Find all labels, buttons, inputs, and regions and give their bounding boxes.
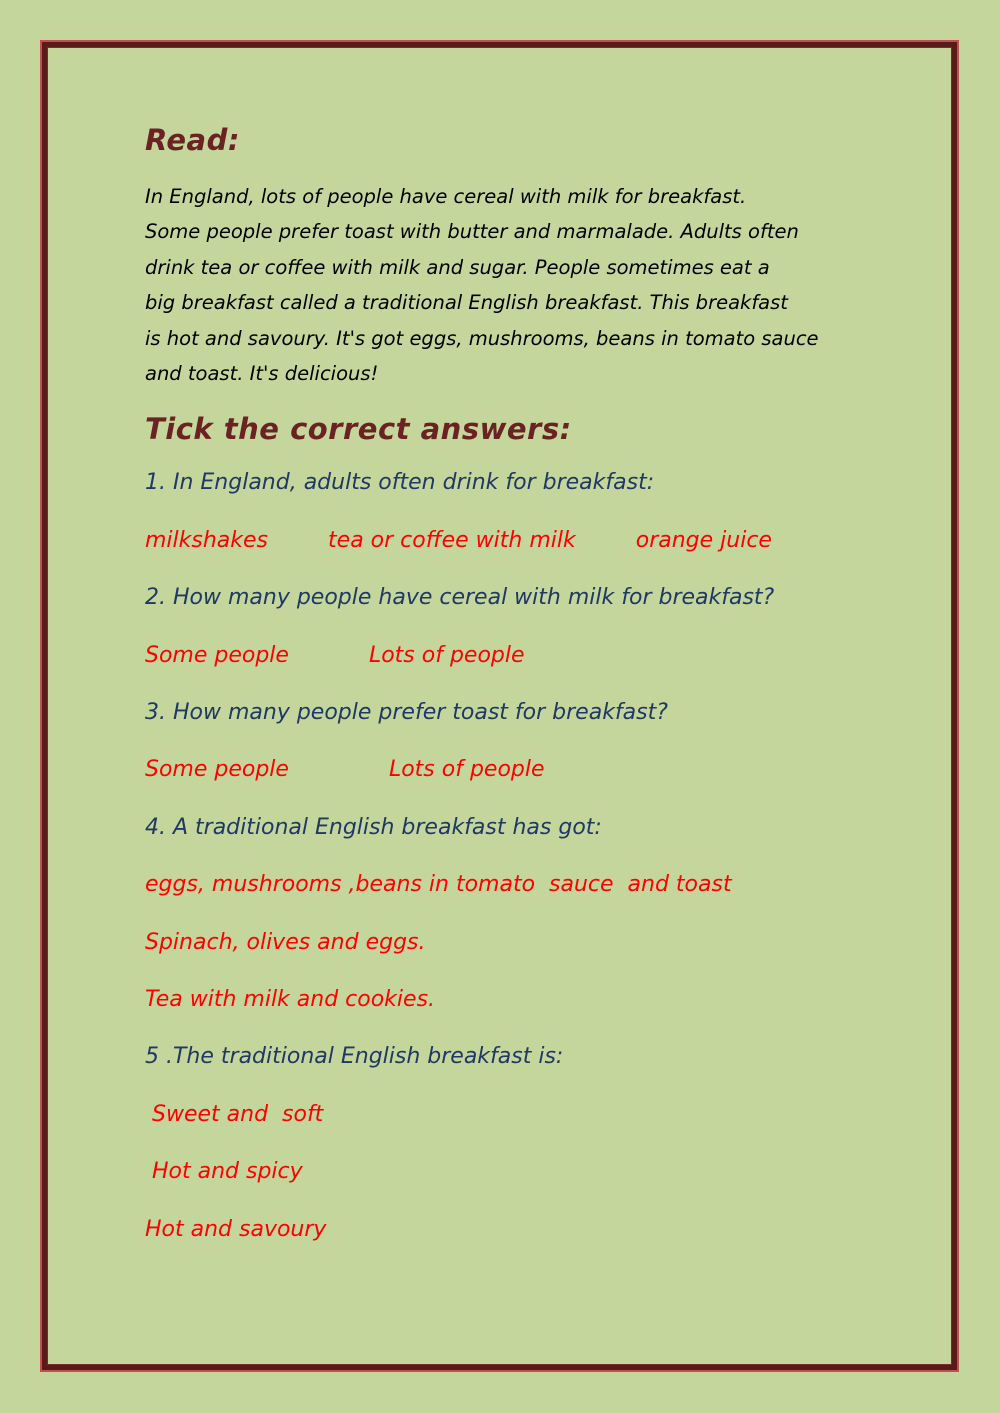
question-2-options [145, 641, 885, 671]
answer-option[interactable]: tea or coffee with milk [328, 527, 576, 553]
tick-heading: Tick the correct answers: [145, 412, 572, 447]
question-2: 2. How many people have cereal with milk for breakfast? [145, 585, 775, 611]
question-3: 3. How many people prefer toast for breakfast? [145, 700, 668, 725]
question-4: 4. A traditional English breakfast has got: [145, 814, 602, 840]
answer-option[interactable]: orange juice [635, 527, 772, 553]
question-3-options [145, 755, 885, 785]
answer-option[interactable]: Hot and spicy [145, 1159, 303, 1185]
answer-option[interactable]: Hot and savoury [145, 1216, 327, 1242]
question-1: 1. In England, adults often drink for breakfast: [145, 470, 655, 496]
answer-option[interactable]: Tea with milk and cookies. [145, 986, 436, 1012]
question-5: 5 .The traditional English breakfast is: [145, 1044, 564, 1070]
worksheet-content [145, 123, 885, 1272]
reading-passage [145, 179, 885, 391]
answer-option[interactable]: milkshakes [145, 527, 269, 553]
answer-option[interactable]: Some people [145, 757, 289, 783]
answer-option[interactable]: eggs, mushrooms ,beans in tomato sauce and toast [145, 872, 732, 898]
answer-option[interactable]: Some people [145, 642, 289, 668]
passage-line: drink tea or coffee with milk and sugar. People sometimes eat a [145, 255, 770, 279]
passage-line: is hot and savoury. It's got eggs, mushrooms, beans in tomato sauce [145, 326, 819, 350]
page-border [40, 40, 959, 1372]
passage-line: In England, lots of people have cereal with milk for breakfast. [145, 185, 747, 208]
passage-line: and toast. It's delicious! [145, 362, 379, 386]
answer-option[interactable]: Lots of people [388, 757, 545, 783]
page-panel [47, 47, 952, 1365]
passage-line: Some people prefer toast with butter and marmalade. Adults often [145, 220, 799, 244]
answer-option[interactable]: Sweet and soft [145, 1101, 324, 1127]
answer-option[interactable]: Spinach, olives and eggs. [145, 929, 426, 955]
answer-option[interactable]: Lots of people [368, 642, 525, 668]
read-heading: Read: [145, 123, 240, 157]
question-1-options [145, 526, 885, 556]
passage-line: big breakfast called a traditional English breakfast. This breakfast [145, 291, 788, 315]
